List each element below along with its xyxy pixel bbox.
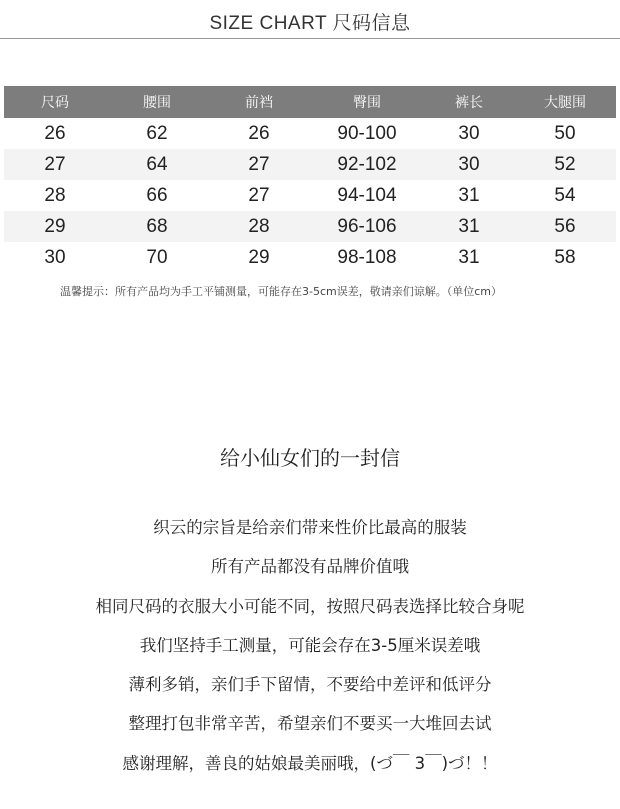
table-cell: 27 xyxy=(4,149,106,180)
table-cell: 26 xyxy=(248,122,270,144)
size-chart-header xyxy=(0,8,620,35)
table-cell: 68 xyxy=(106,211,208,242)
table-cell: 30 xyxy=(424,149,514,180)
letter-line: 薄利多销，亲们手下留情，不要给中差评和低评分 xyxy=(128,675,492,695)
table-cell: 31 xyxy=(458,246,480,268)
table-cell: 98-108 xyxy=(337,246,397,268)
table-cell: 54 xyxy=(554,184,576,206)
table-cell: 62 xyxy=(146,122,168,144)
table-cell: 30 xyxy=(458,122,480,144)
table-cell: 27 xyxy=(248,184,270,206)
table-cell: 64 xyxy=(106,149,208,180)
column-header-thigh: 大腿围 xyxy=(514,86,616,118)
size-chart-table xyxy=(4,86,616,273)
letter-line: 感谢理解，善良的姑娘最美丽哦，(づ￣ 3￣)づ！！ xyxy=(122,753,498,773)
table-header-row xyxy=(4,86,616,118)
letter-line: 所有产品都没有品牌价值哦 xyxy=(211,557,409,577)
column-header-size: 尺码 xyxy=(4,86,106,118)
column-header-hip: 臀围 xyxy=(310,86,424,118)
table-cell: 90-100 xyxy=(337,122,397,144)
table-row xyxy=(4,149,616,180)
title-divider xyxy=(0,38,620,39)
table-row xyxy=(4,242,616,273)
table-cell: 29 xyxy=(248,246,270,268)
table-cell: 92-102 xyxy=(310,149,424,180)
letter-line: 整理打包非常辛苦，希望亲们不要买一大堆回去试 xyxy=(128,714,492,734)
table-row xyxy=(4,211,616,242)
table-cell: 29 xyxy=(4,211,106,242)
measurement-note: 温馨提示：所有产品均为手工平铺测量，可能存在3-5cm误差，敬请亲们谅解。（单位cm） xyxy=(60,285,502,298)
table-cell: 31 xyxy=(458,184,480,206)
letter-line: 相同尺码的衣服大小可能不同，按照尺码表选择比较合身呢 xyxy=(95,596,525,616)
table-cell: 28 xyxy=(44,184,66,206)
table-cell: 96-106 xyxy=(310,211,424,242)
column-header-length: 裤长 xyxy=(424,86,514,118)
column-header-waist: 腰围 xyxy=(106,86,208,118)
table-cell: 52 xyxy=(514,149,616,180)
table-cell: 27 xyxy=(208,149,310,180)
table-row xyxy=(4,180,616,211)
page-title: SIZE CHART 尺码信息 xyxy=(209,13,411,34)
table-cell: 66 xyxy=(146,184,168,206)
table-cell: 56 xyxy=(514,211,616,242)
table-cell: 26 xyxy=(44,122,66,144)
table-cell: 58 xyxy=(554,246,576,268)
table-cell: 50 xyxy=(554,122,576,144)
letter-line: 我们坚持手工测量，可能会存在3-5厘米误差哦 xyxy=(139,635,481,655)
table-cell: 31 xyxy=(424,211,514,242)
letter-line: 织云的宗旨是给亲们带来性价比最高的服装 xyxy=(153,518,467,537)
table-cell: 70 xyxy=(146,246,168,268)
column-header-front-rise: 前裆 xyxy=(208,86,310,118)
letter-body xyxy=(0,508,620,783)
letter-title: 给小仙女们的一封信 xyxy=(220,446,400,470)
table-cell: 28 xyxy=(208,211,310,242)
table-row xyxy=(4,118,616,149)
table-cell: 30 xyxy=(44,246,66,268)
table-cell: 94-104 xyxy=(337,184,397,206)
